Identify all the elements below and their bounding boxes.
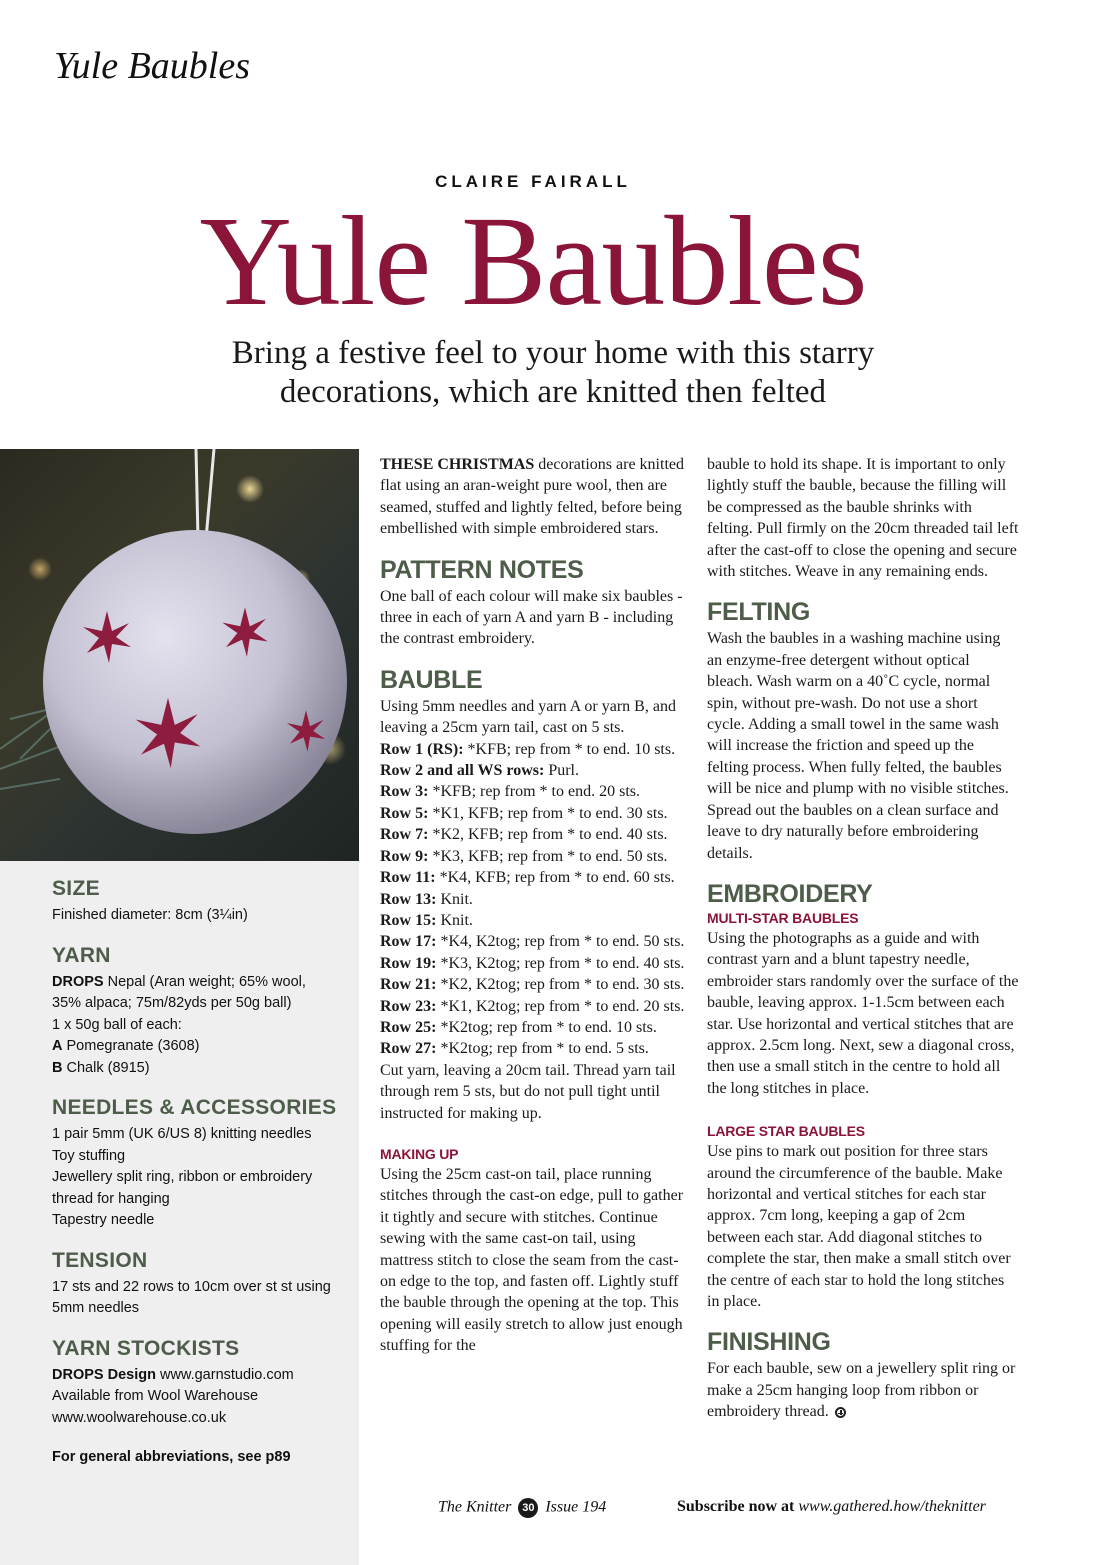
- yarn-line-1: Nepal (Aran weight; 65% wool,: [103, 973, 306, 990]
- tension-heading: TENSION: [52, 1248, 148, 1272]
- row-instruction: Row 11: *K4, KFB; rep from * to end. 60 sts.: [380, 869, 675, 887]
- page-title: Yule Baubles: [199, 190, 867, 332]
- row-instruction: Row 21: *K2, K2tog; rep from * to end. 30 sts.: [380, 976, 685, 994]
- row-instruction: Row 3: *KFB; rep from * to end. 20 sts.: [380, 783, 640, 801]
- making-up-text: Using the 25cm cast-on tail, place running stitches through the cast-on edge, pull to gather it tightly and secure with stitches. Continue sewing with the same cast-on tail, using mattress stitch to close the seam from the cast-on edge to the top, and fasten off. Lightly stuff the bauble through the opening at the top. This opening will easily stretch to allow just enough stuffing for the: [380, 1165, 684, 1355]
- row-instruction: Row 1 (RS): *KFB; rep from * to end. 10 sts.: [380, 740, 676, 758]
- yarn-text: [52, 972, 352, 1080]
- bauble-ball: [43, 530, 347, 834]
- subscribe-text: Subscribe now at: [677, 1498, 795, 1515]
- yarn-brand: DROPS: [52, 973, 104, 990]
- row-instruction: Row 17: *K4, K2tog; rep from * to end. 50 sts.: [380, 933, 685, 951]
- needles-list: [52, 1124, 352, 1232]
- needles-item: Jewellery split ring, ribbon or embroidery thread for hanging: [52, 1169, 313, 1207]
- stockist-line-2: Available from Wool Warehouse: [52, 1388, 259, 1404]
- bauble-illustration: [0, 449, 359, 861]
- tension-text: 17 sts and 22 rows to 10cm over st st using 5mm needles: [52, 1278, 331, 1316]
- making-up-continued: bauble to hold its shape. It is important to only lightly stuff the bauble, because the filling will be compressed as the bauble shrinks with felting. Pull firmly on the 20cm threaded tail left after the cast-off to close the opening and secure with stitches. Weave in any remaining ends.: [707, 456, 1019, 581]
- row-instruction: Row 15: Knit.: [380, 911, 473, 929]
- stockist-url: www.woolwarehouse.co.uk: [52, 1409, 227, 1426]
- sidebar: [0, 861, 359, 1565]
- bauble-intro: Using 5mm needles and yarn A or yarn B, and leaving a 25cm yarn tail, cast on 5 sts.: [380, 697, 676, 737]
- large-star-text: Use pins to mark out position for three stars around the circumference of the bauble. Make horizontal and vertical stitches for each star approx. 7cm long, keeping a gap of 2cm between each star. Add diagonal stitches to complete the star, then make a small stitch over the centre of each star to hold the long stitches in place.: [707, 1143, 1011, 1310]
- finishing-heading: FINISHING: [707, 1328, 831, 1357]
- row-instruction: Row 2 and all WS rows: Purl.: [380, 762, 579, 780]
- running-head: Yule Baubles: [54, 45, 250, 87]
- row-instruction: Row 7: *K2, KFB; rep from * to end. 40 sts.: [380, 826, 668, 844]
- intro-paragraph: [380, 454, 692, 540]
- yarn-line-2: 35% alpaca; 75m/82yds per 50g ball): [52, 995, 292, 1011]
- yarn-a-key: A: [52, 1038, 63, 1054]
- row-instruction: Row 25: *K2tog; rep from * to end. 10 sts.: [380, 1018, 657, 1036]
- footer-magazine: The Knitter: [438, 1498, 512, 1516]
- needles-item: 1 pair 5mm (UK 6/US 8) knitting needles: [52, 1126, 312, 1142]
- pattern-notes-heading: PATTERN NOTES: [380, 555, 584, 584]
- stockists-text: [52, 1365, 352, 1430]
- pattern-notes-text: One ball of each colour will make six baubles - three in each of yarn A and yarn B - including the contrast embroidery.: [380, 587, 683, 648]
- row-instructions: [380, 739, 692, 1060]
- yarn-line-3: 1 x 50g ball of each:: [52, 1016, 182, 1033]
- row-instruction: Row 9: *K3, KFB; rep from * to end. 50 sts.: [380, 847, 668, 865]
- multi-star-text: Using the photographs as a guide and with contrast yarn and a blunt tapestry needle, embroider stars randomly over the surface of the bauble, leaving approx. 1-1.5cm between each star. Use horizontal and vertical stitches that are approx. 2.5cm long. Next, sew a diagonal cross, then use a small stitch in the centre to hold all the long stitches in place.: [707, 929, 1019, 1097]
- felting-text: Wash the baubles in a washing machine using an enzyme-free detergent without optical bleach. Wash warm on a 40˚C cycle, normal spin, without pre-wash. Do not use a short cycle. Adding a small towel in the same wash will increase the friction and speed up the felting process. When fully felted, the baubles will be nice and plump with no visible stitches. Spread out the baubles on a clean surface and leave to dry naturally before embroidering details.: [707, 630, 1009, 862]
- large-star-heading: LARGE STAR BAUBLES: [707, 1123, 865, 1140]
- row-instruction: Row 5: *K1, KFB; rep from * to end. 30 sts.: [380, 804, 668, 822]
- yarn-heading: YARN: [52, 943, 111, 967]
- row-instruction: Row 19: *K3, K2tog; rep from * to end. 40 sts.: [380, 954, 685, 972]
- footer-issue: Issue 194: [545, 1498, 607, 1516]
- intro-rest: decorations are knitted flat using an aran-weight pure wool, then are seamed, stuffed and lightly felted, before being embellished with simple embroidered stars.: [380, 456, 684, 538]
- needles-item: Toy stuffing: [52, 1147, 126, 1164]
- column-1: [380, 454, 692, 1357]
- subscribe-link[interactable]: www.gathered.how/theknitter: [798, 1498, 986, 1515]
- row-instruction: Row 23: *K1, K2tog; rep from * to end. 20 sts.: [380, 997, 685, 1015]
- stockist-brand: DROPS Design: [52, 1366, 156, 1383]
- bauble-heading: BAUBLE: [380, 665, 483, 694]
- standfirst-line-1: Bring a festive feel to your home with this starry: [231, 335, 875, 371]
- finishing-body: For each bauble, sew on a jewellery split ring or make a 25cm hanging loop from ribbon or embroidery thread.: [707, 1360, 1016, 1421]
- bauble-photo: [0, 449, 359, 861]
- abbreviations-note: For general abbreviations, see p89: [52, 1449, 291, 1465]
- standfirst-line-2: decorations, which are knitted then felted: [279, 374, 827, 410]
- making-up-heading: MAKING UP: [380, 1145, 459, 1162]
- stockist-brand-url: www.garnstudio.com: [155, 1366, 294, 1383]
- hanging-string: [196, 449, 198, 539]
- stockists-heading: YARN STOCKISTS: [52, 1336, 240, 1360]
- page-number: 30: [518, 1498, 538, 1518]
- intro-lead: THESE CHRISTMAS: [380, 456, 535, 473]
- row-instruction: Row 13: Knit.: [380, 890, 473, 908]
- footer-folio: [438, 1498, 606, 1518]
- bauble-end: Cut yarn, leaving a 20cm tail. Thread yarn tail through rem 5 sts, but do not pull tight until instructed for making up.: [380, 1061, 676, 1122]
- byline: CLAIRE FAIRALL: [435, 172, 631, 191]
- footer-subscribe: [677, 1498, 986, 1516]
- needles-item: Tapestry needle: [52, 1212, 155, 1228]
- needles-heading: NEEDLES & ACCESSORIES: [52, 1096, 337, 1119]
- felting-heading: FELTING: [707, 598, 810, 627]
- column-2: [707, 454, 1019, 1423]
- yarn-a-value: Pomegranate (3608): [62, 1038, 200, 1054]
- finishing-text: [707, 1358, 1019, 1422]
- yarn-b-key: B: [52, 1059, 63, 1076]
- end-mark-icon: [835, 1407, 846, 1418]
- yarn-b-value: Chalk (8915): [62, 1059, 150, 1076]
- size-text: Finished diameter: 8cm (3¼in): [52, 907, 248, 923]
- size-heading: SIZE: [52, 877, 100, 900]
- row-instruction: Row 27: *K2tog; rep from * to end. 5 sts.: [380, 1040, 649, 1058]
- embroidery-heading: EMBROIDERY: [707, 879, 873, 908]
- standfirst: [120, 334, 986, 412]
- multi-star-heading: MULTI-STAR BAUBLES: [707, 909, 859, 926]
